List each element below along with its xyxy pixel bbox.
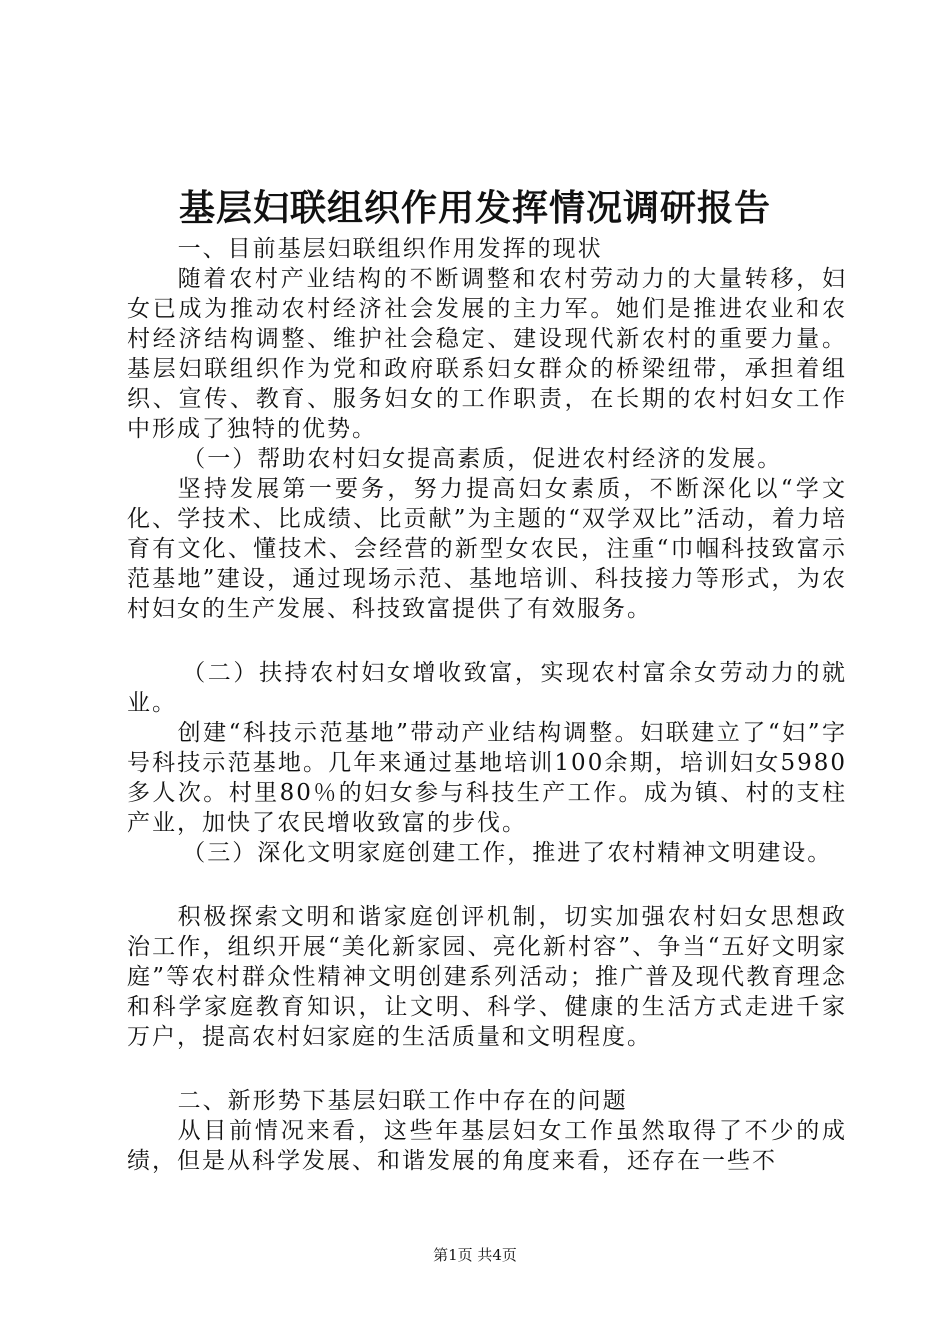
paragraph-intro: 随着农村产业结构的不断调整和农村劳动力的大量转移，妇女已成为推动农村经济社会发展的主力军。她们是推进农业和农村经济结构调整、维护社会稳定、建设现代新农村的重要力量。基层妇联组织作为党和政府联系妇女群众的桥梁纽带，承担着组织、宣传、教育、服务妇女的工作职责，在长期的农村妇女工作中形成了独特的优势。 — [127, 266, 847, 442]
paragraph-sub-3: 积极探索文明和谐家庭创评机制，切实加强农村妇女思想政治工作，组织开展“美化新家园、亮化新村容”、争当“五好文明家庭”等农村群众性精神文明创建系列活动；推广普及现代教育理念和科学家庭教育知识，让文明、科学、健康的生活方式走进千家万户，提高农村妇家庭的生活质量和文明程度。 — [127, 904, 847, 1050]
subheading-2: （二）扶持农村妇女增收致富，实现农村富余女劳动力的就业。 — [127, 660, 847, 716]
paragraph-sub-2: 创建“科技示范基地”带动产业结构调整。妇联建立了“妇”字号科技示范基地。几年来通过基地培训100余期，培训妇女5980多人次。村里80％的妇女参与科技生产工作。成为镇、村的支柱产业，加快了农民增收致富的步伐。 — [127, 720, 847, 836]
paragraph-sub-1: 坚持发展第一要务，努力提高妇女素质，不断深化以“学文化、学技术、比成绩、比贡献”为主题的“双学双比”活动，着力培育有文化、懂技术、会经营的新型女农民，注重“巾帼科技致富示范基地”建设，通过现场示范、基地培训、科技接力等形式，为农村妇女的生产发展、科技致富提供了有效服务。 — [127, 476, 847, 622]
document-body — [127, 234, 847, 1176]
paragraph-problems: 从目前情况来看，这些年基层妇女工作虽然取得了不少的成绩，但是从科学发展、和谐发展的角度来看，还存在一些不 — [127, 1118, 847, 1174]
section-heading-2: 二、新形势下基层妇联工作中存在的问题 — [177, 1088, 628, 1114]
subheading-1: （一）帮助农村妇女提高素质，促进农村经济的发展。 — [182, 446, 783, 472]
section-heading-1: 一、目前基层妇联组织作用发挥的现状 — [177, 236, 603, 262]
page-number-footer: 第1页 共4页 — [433, 1246, 517, 1264]
subheading-3: （三）深化文明家庭创建工作，推进了农村精神文明建设。 — [182, 840, 833, 866]
document-title: 基层妇联组织作用发挥情况调研报告 — [178, 187, 771, 229]
